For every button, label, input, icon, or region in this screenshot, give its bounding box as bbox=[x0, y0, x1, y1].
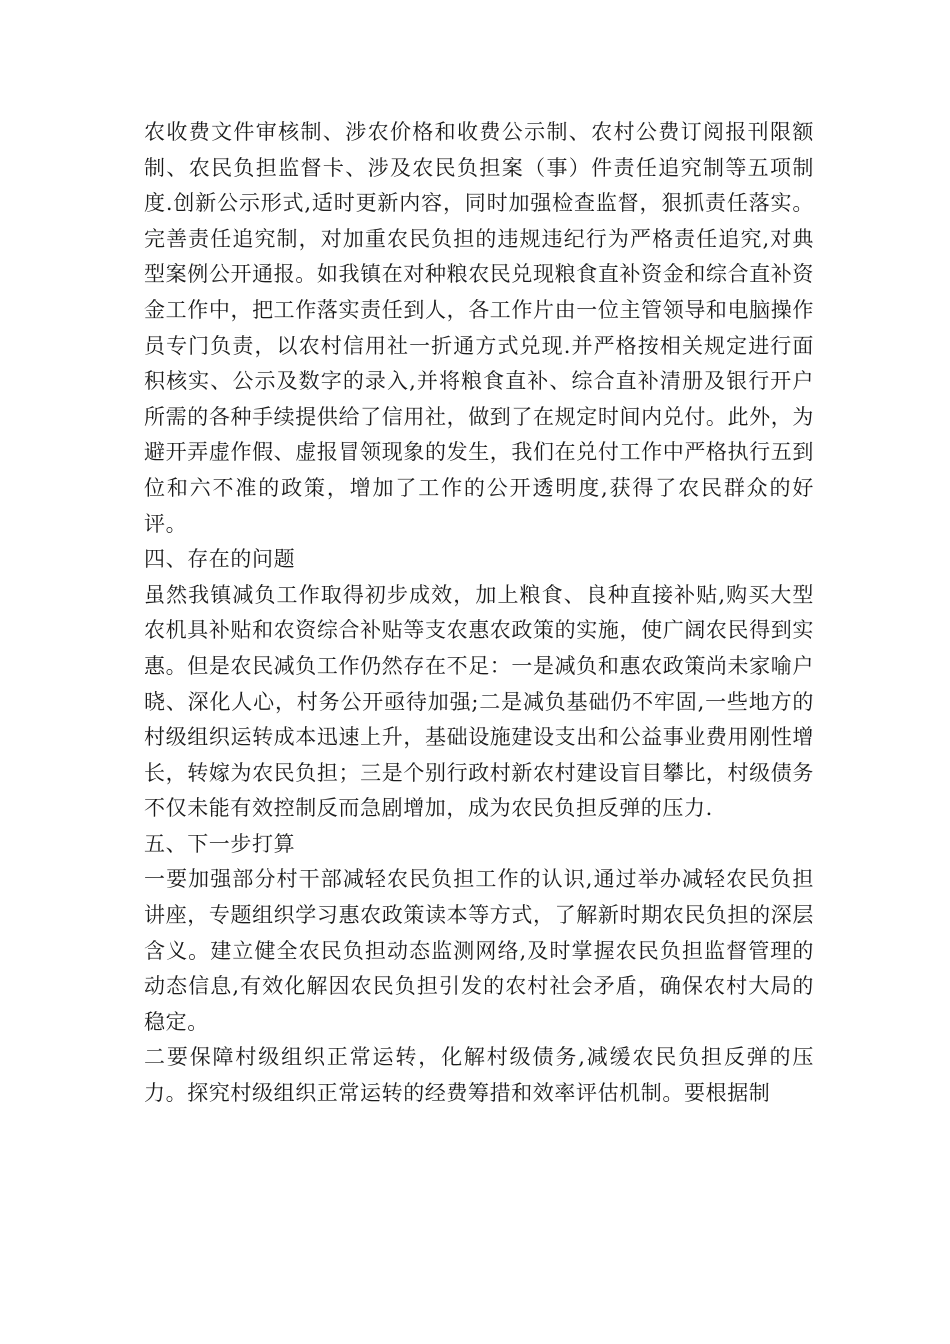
section-heading-existing-problems: 四、存在的问题 bbox=[144, 547, 296, 572]
paragraph-existing-problems: 虽然我镇减负工作取得初步成效，加上粮食、良种直接补贴,购买大型农机具补贴和农资综合补贴等支农惠农政策的实施，使广阔农民得到实惠。但是农民减负工作仍然存在不足：一是减负和惠农政策尚未家喻户晓、深化人心，村务公开亟待加强;二是减负基础仍不牢固,一些地方的村级组织运转成本迅速上升，基础设施建设支出和公益事业费用刚性增长，转嫁为农民负担；三是个别行政村新农村建设盲目攀比，村级债务不仅未能有效控制反而急剧增加，成为农民负担反弹的压力. bbox=[144, 582, 814, 821]
paragraph-burden-supervision: 农收费文件审核制、涉农价格和收费公示制、农村公费订阅报刊限额制、农民负担监督卡、涉及农民负担案（事）件责任追究制等五项制度.创新公示形式,适时更新内容，同时加强检查监督，狠抓责任落实。完善责任追究制，对加重农民负担的违规违纪行为严格责任追究,对典型案例公开通报。如我镇在对种粮农民兑现粮食直补资金和综合直补资金工作中，把工作落实责任到人，各工作片由一位主管领导和电脑操作员专门负责，以农村信用社一折通方式兑现.并严格按相关规定进行面积核实、公示及数字的录入,并将粮食直补、综合直补清册及银行开户所需的各种手续提供给了信用社，做到了在规定时间内兑付。此外，为避开弄虚作假、虚报冒领现象的发生，我们在兑付工作中严格执行五到位和六不准的政策，增加了工作的公开透明度,获得了农民群众的好评。 bbox=[144, 120, 814, 536]
section-heading-next-steps: 五、下一步打算 bbox=[144, 831, 296, 856]
document-body bbox=[144, 115, 814, 1112]
paragraph-next-step-one: 一要加强部分村干部减轻农民负担工作的认识,通过举办减轻农民负担讲座，专题组织学习惠农政策读本等方式，了解新时期农民负担的深层含义。建立健全农民负担动态监测网络,及时掌握农民负担监督管理的动态信息,有效化解因农民负担引发的农村社会矛盾，确保农村大局的稳定。 bbox=[144, 867, 814, 1034]
paragraph-next-step-two: 二要保障村级组织正常运转，化解村级债务,减缓农民负担反弹的压力。探究村级组织正常运转的经费筹措和效率评估机制。要根据制 bbox=[144, 1045, 814, 1106]
